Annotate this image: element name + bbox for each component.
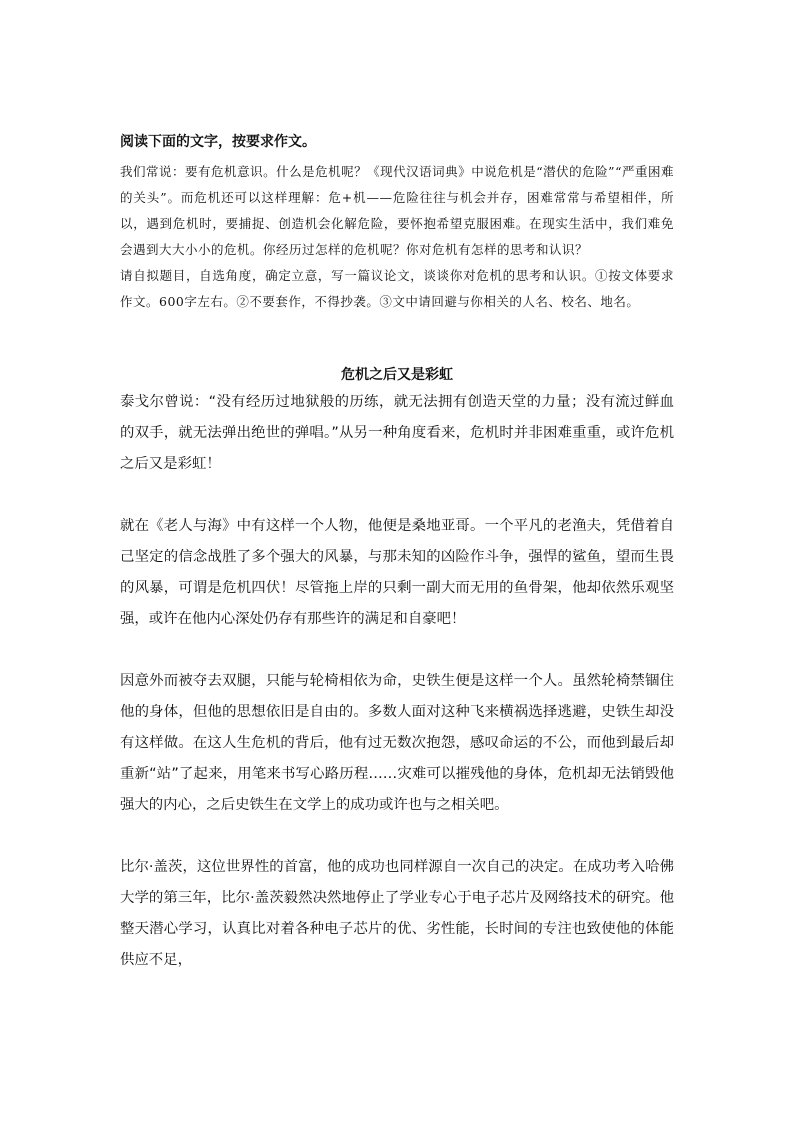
essay-paragraph: 比尔·盖茨，这位世界性的首富，他的成功也同样源自一次自己的决定。在成功考入哈佛大学的第三年，比尔·盖茨毅然决然地停止了学业专心于电子芯片及网络技术的研究。他整天潜心学习，认真比对着各种电子芯片的优、劣性能，长时间的专注也致使他的体能供应不足， [120, 859, 674, 968]
essay-paragraph: 泰戈尔曾说：“没有经历过地狱般的历练，就无法拥有创造天堂的力量；没有流过鲜血的双手，就无法弹出绝世的弹唱。”从另一种角度看来，危机时并非困难重重，或许危机之后又是彩虹！ [120, 394, 674, 472]
document-content [120, 131, 674, 1007]
prompt-paragraph-1: 我们常说：要有危机意识。什么是危机呢？《现代汉语词典》中说危机是“潜伏的危险”“严重困难的关头”。而危机还可以这样理解：危+机——危险往往与机会并存，困难常常与希望相伴，所以，遇到危机时，要捕捉、创造机会化解危险，要怀抱希望克服困难。在现实生活中，我们难免会遇到大大小小的危机。你经历过怎样的危机呢？你对危机有怎样的思考和认识？ [120, 164, 674, 257]
essay-body [120, 387, 674, 976]
writing-prompt [120, 131, 674, 315]
prompt-paragraph-2: 请自拟题目，自选角度，确定立意，写一篇议论文，谈谈你对危机的思考和认识。①按文体要求作文。600字左右。②不要套作，不得抄袭。③文中请回避与你相关的人名、校名、地名。 [120, 268, 674, 309]
prompt-heading: 阅读下面的文字，按要求作文。 [120, 134, 316, 150]
essay-paragraph: 因意外而被夺去双腿，只能与轮椅相依为命，史铁生便是这样一个人。虽然轮椅禁锢住他的身体，但他的思想依旧是自由的。多数人面对这种飞来横祸选择逃避，史铁生却没有这样做。在这人生危机的背后，他有过无数次抱怨，感叹命运的不公，而他到最后却重新“站”了起来，用笔来书写心路历程……灾难可以摧残他的身体，危机却无法销毁他强大的内心，之后史铁生在文学上的成功或许也与之相关吧。 [120, 673, 674, 813]
essay-title: 危机之后又是彩虹 [341, 367, 453, 383]
essay-paragraph: 就在《老人与海》中有这样一个人物，他便是桑地亚哥。一个平凡的老渔夫，凭借着自己坚定的信念战胜了多个强大的风暴，与那未知的凶险作斗争，强悍的鲨鱼，望而生畏的风暴，可谓是危机四伏！尽管拖上岸的只剩一副大而无用的鱼骨架，他却依然乐观坚强，或许在他内心深处仍存有那些许的满足和自豪吧！ [120, 518, 674, 627]
